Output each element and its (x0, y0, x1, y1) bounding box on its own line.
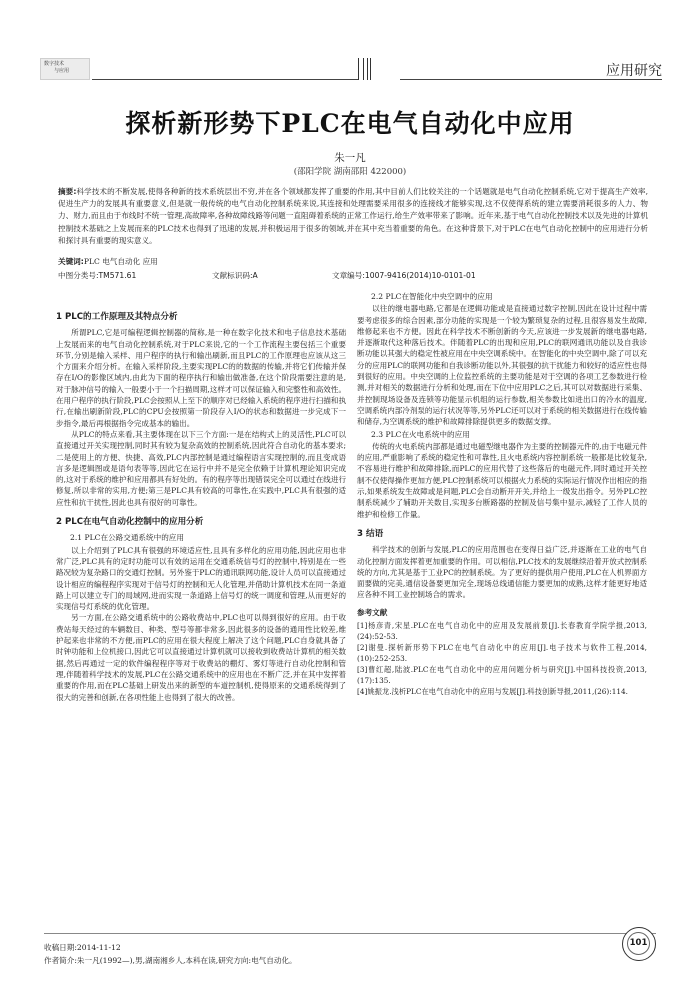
paragraph: 以往的继电器电路,它都是在逻辑功能或是直接通过数字控制,因此在设计过程中需要考虑很多的综合因素,部分功能的实现是一个较为繁琐复杂的过程,且很容易发生故障,维修起来也不方便。因此在科学技术不断创新的今天,应该进一步发展新的继电器电路,并逐渐取代这种落后技术。伴随着PLC的出现和应用,PLC的联网通讯功能以及自我诊断功能以其强大的稳定性被应用在中央空调系统中。在智能化的中央空调中,除了可以充分的应用PLC的联网功能和自我诊断功能以外,其很强的抗干扰能力和较好的适应性也得到很好的应用。中央空调的上位监控系统的主要功能是对于空调的各项工艺参数进行检测,并对相关的数据进行分析和处理,而在下位中应用PLC之后,其可以对数据进行采集、并控制现场设备及连锁等功能显示机组的运行参数,相关参数比如进出口的冷水的温度,空调系统内部冷剂泵的运行状况等等,另外PLC还可以对于系统的相关数据进行在线传输和储存,为空调系统的维护和故障排除提供更多的数据支撑。 (357, 304, 647, 427)
references-title: 参考文献 (357, 607, 388, 617)
paragraph: 科学技术的创新与发展,PLC的应用范围也在变得日益广泛,并逐渐在工业的电气自动化控制方面发挥着更加重要的作用。可以相信,PLC技术的发展继续沿着开放式控制系统的方向,尤其是基于工业PC的控制系统。为了更好的提供用户使用,PLC在人机界面方面要做的完美,通信设备要更加完全,现场总线通信能力要更加的成熟,这样才能更好地适应各种不同工业控制场合的需求。 (357, 545, 647, 600)
reference-item: [4]姚振龙.浅析PLC在电气自动化中的应用与发展[J].科技创新导报,2011,(26):114. (357, 687, 628, 697)
journal-logo (40, 58, 90, 80)
section-heading: 2.3 PLC在火电系统中的应用 (371, 429, 470, 439)
right-column-body (357, 291, 647, 601)
abstract (58, 186, 648, 247)
paragraph: 以上介绍到了PLC具有很强的环境适应性,且具有多样化的应用功能,因此应用也非常广泛,PLC具有的定时功能可以有效的运用在交通系统信号灯的控制中,特别是在一些路况较为复杂路口的交通灯控制。另外鉴于PLC的通讯联网功能,设计人员可以直接通过设计相应的编程程序实现对于信号灯的控制和无人化管理,并借助计算机技术在同一条道路上可以建立专门的局域网,进而实现一条道路上信号灯的统一调度和管理,从而更好的实现信号灯系统的优化管理。 (56, 545, 346, 612)
journal-name-line1: 数字技术 (44, 61, 65, 67)
document-code: 文献标识码:A (212, 271, 258, 280)
keywords (58, 256, 158, 267)
paragraph: 从PLC的特点来看,其主要体现在以下三个方面:一是在结构式上的灵活性,PLC可以直接通过开关实现控制,同时其有较为复杂高效的控制系统,因此符合自动化的基本要求;二是使用上的方便、快捷、高效,PLC内部控制是通过编程语言实现控制的,而且变成语言多是逻辑图或是语句表等等,因此它在运行中并不是完全依赖于计算机理论知识完成的,这对于系统的维护和应用都具有好处的。有的程序等出现错误完全可以通过在线进行修复,所以非常的实用,方便;第三是PLC具有较高的可靠性,在实践中,PLC具有很强的适应性和抗干扰性,因此也具有很好的可靠性。 (56, 429, 346, 507)
page-number-badge (622, 927, 656, 961)
clc-number: 中图分类号:TM571.61 (58, 271, 137, 280)
reference-item: [1]杨彦青,宋星.PLC在电气自动化中的应用及发展前景[J].长春教育学院学报,2013,(24):52-53. (357, 621, 647, 642)
header-rule-left (92, 79, 358, 80)
header-bars-decoration (358, 58, 398, 80)
page-header (40, 58, 662, 82)
footnote (44, 941, 604, 967)
paragraph: 所谓PLC,它是可编程逻辑控制器的简称,是一种在数字化技术和电子信息技术基础上发展而来的电气自动化控制系统,对于PLC来说,它的一个工作流程主要包括三个重要环节,分别是输入采样、用户程序的执行和输出刷新,而且PLC的工作原理也应该从这三个方面来介绍分析。在输入采样阶段,主要实现PLC的的数据的传输,并将它们传输并保存在I/O的影像区域内,由此为下面的程序执行和输出做准备,在这个阶段需要注意的是,对于脉冲信号的输入一般要小于一个扫描周期,这样才可以保证输入和完整性和高效性。在用户程序的执行阶段,PLC会按照从上至下的顺序对已经输入系统的程序进行扫描和执行,在输出刷新阶段,PLC的CPU会按照第一阶段存入I/O的状态和数据进一步完成下一步指令,最后再根据指令完成基本的输出。 (56, 328, 346, 428)
section-heading: 2 PLC在电气自动化控制中的应用分析 (56, 517, 204, 528)
section-heading: 2.2 PLC在智能化中央空调中的应用 (371, 292, 493, 301)
page-number: 101 (627, 932, 650, 955)
journal-name-line2: 与应用 (54, 68, 70, 74)
author-affiliation: (邵阳学院 湖南邵阳 422000) (293, 167, 407, 177)
section-heading: 2.1 PLC在公路交通系统中的应用 (70, 533, 184, 543)
keywords-label: 关键词: (58, 257, 84, 266)
reference-item: [2]谢曼.探析新形势下PLC在电气自动化中的应用[J].电子技术与软件工程,2014,(10):252-253. (357, 643, 647, 664)
references-list (357, 620, 647, 697)
left-column (56, 290, 346, 703)
section-heading: 3 结语 (357, 528, 384, 539)
section-heading: 1 PLC的工作原理及其特点分析 (56, 312, 178, 322)
abstract-label: 摘要: (58, 187, 77, 196)
author-name: 朱一凡 (334, 152, 366, 164)
abstract-text: 科学技术的不断发展,使得各种新的技术系统层出不穷,并在各个领域都发挥了重要的作用,其中目前人们比较关注的一个话题就是电气自动化控制系统,它对于提高生产效率,促进生产力的发展具有重要意义,但是就一般传统的电气自动化控制系统来说,其连接和处理需要采用很多的连接线才能够实现,这不仅使得系统的建立需要消耗很多的人力、物力、财力,而且由于布线时不统一管理,高故障率,各种故障线路等问题一直阻碍着系统的正常工作运行,给生产效率带来了影响。近年来,基于电气自动化控制技术以及先进的计算机控制技术基础之上发展而来的PLC技术也得到了迅速的发展,并积极运用于很多的领域,并在其中充当着重要的角色。在这种背景下,对于PLC在电气自动化控制中的应用进行分析和探讨具有重要的现实意义。 (58, 187, 648, 245)
section-label: 应用研究 (606, 63, 662, 79)
right-column (357, 290, 647, 697)
keywords-text: PLC 电气自动化 应用 (83, 257, 158, 266)
paragraph: 另一方面,在公路交通系统中的公路收费站中,PLC也可以得到很好的应用。由于收费站每天经过的车辆数目、种类、型号等都非常多,因此很多的设备的通用性比较差,维护起来也非常的不方便,而PLC的应用在很大程度上解决了这个问题,PLC自身就具备了时钟功能和上位机接口,因此它可以直接通过计算机就可以接收到收费站计算机的相关数据,然后再通过一定的软件编程程序等对于收费站的棚灯、雾灯等进行自动化控制和管理,伴随着科学技术的发展,PLC在公路交通系统中的应用也在不断广泛,并在其中发挥着重要的作用,而在PLC基础上研发出来的新型的车道控制机,使得原来的交通系统得到了很大的完善和创新,在各项性能上也得到了很大的改善。 (56, 613, 346, 702)
author-bio: 作者简介:朱一凡(1992—),男,湖南湘乡人,本科在读,研究方向:电气自动化。 (44, 956, 297, 965)
reference-item: [3]曹红超,陆波.PLC在电气自动化中的应用问题分析与研究[J].中国科技投资,2013,(17):135. (357, 665, 647, 686)
paragraph: 传统的火电系统内部都是通过电磁型继电器作为主要的控制器元件的,由于电磁元件的应用,严重影响了系统的稳定性和可靠性,且火电系统内容控制系统一般都是比较复杂,不容易进行维护和故障排除,而PLC的应用代替了这些落后的电磁元件,同时通过开关控制不仅使得操作更加方便,PLC控制系统可以根据火力系统的实际运行情况作出相应的指示,如果系统发生故障或是问题,PLC会自动断开开关,并给上一级发出指令。另外PLC控制系统减少了辅助开关数目,实现多台断路器的控制及信号集中显示,减轻了工作人员的维护和检修工作量。 (357, 441, 647, 519)
article-number: 文章编号:1007-9416(2014)10-0101-01 (332, 271, 476, 280)
footer-rule (44, 933, 656, 934)
received-date: 收稿日期:2014-11-12 (44, 943, 121, 952)
article-title: 探析新形势下PLC在电气自动化中应用 (125, 109, 575, 138)
